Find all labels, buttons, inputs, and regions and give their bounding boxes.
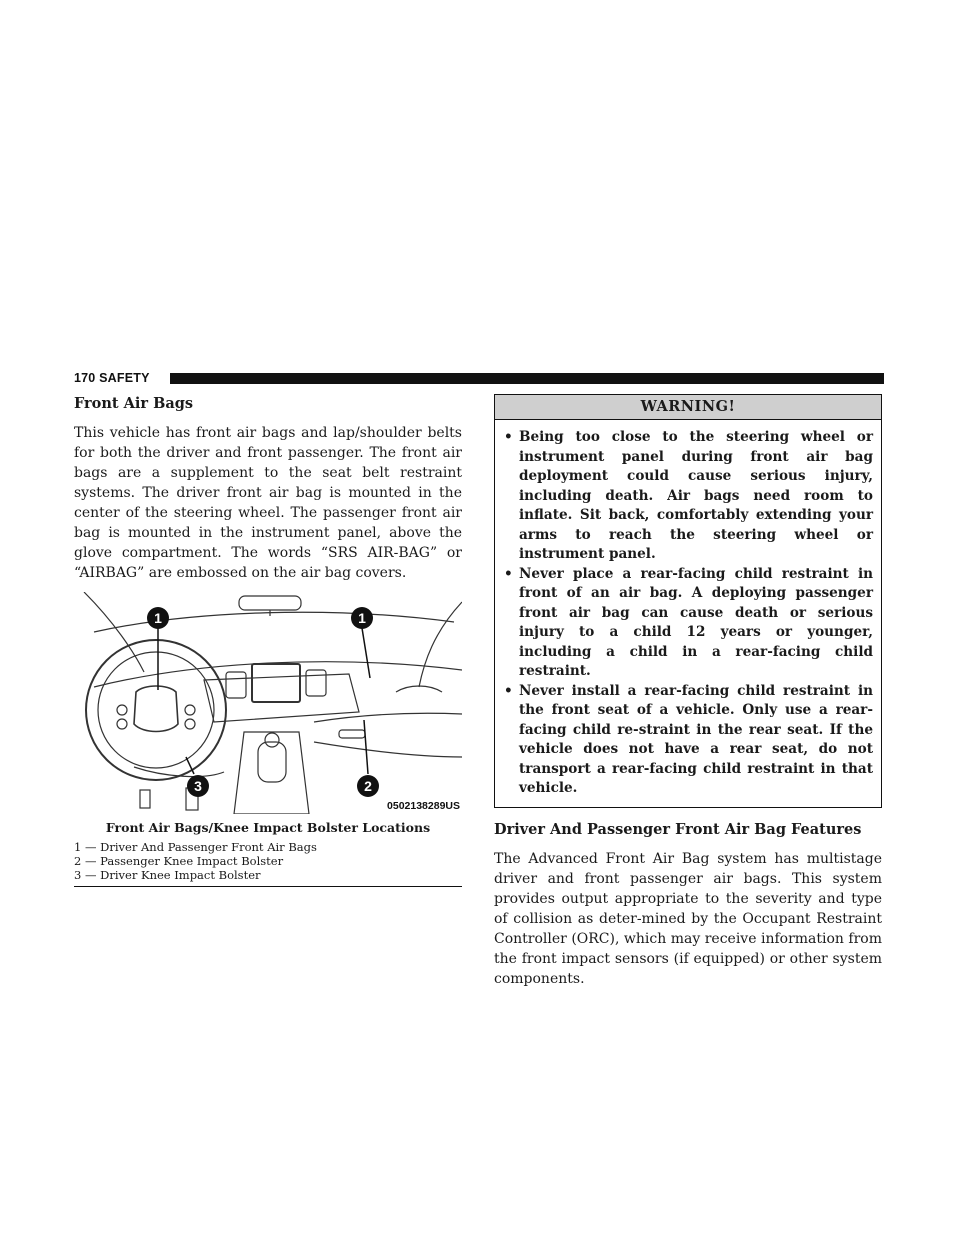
left-column — [74, 394, 462, 887]
warning-box — [494, 394, 882, 808]
dashboard-drawing — [74, 592, 462, 814]
figure-code: 0502138289US — [387, 800, 460, 812]
bullet-glyph: • — [504, 682, 513, 699]
warning-title: WARNING! — [495, 395, 881, 420]
bullet-glyph: • — [504, 429, 513, 445]
leader-line-2 — [364, 720, 368, 774]
gear-shifter — [258, 742, 286, 782]
center-console — [234, 732, 309, 814]
leader-line-1b — [362, 628, 370, 678]
front-air-bags-heading: Front Air Bags — [74, 395, 194, 412]
figure-legend — [74, 840, 462, 882]
legend-item: 2 — Passenger Knee Impact Bolster — [74, 854, 284, 868]
dashboard-illustration — [74, 592, 462, 814]
callout-2-text: 2 — [364, 778, 372, 794]
glove-box-line — [314, 713, 462, 722]
warning-item-text: Never install a rear-facing child restraint in the front seat of a vehicle. Only use a rear-facing child re-straint in the rear seat. If the vehicle does not have a rear seat, do not transport a rear-facing child restraint in that vehicle. — [519, 682, 873, 796]
features-heading: Driver And Passenger Front Air Bag Features — [494, 820, 862, 838]
left-pillar — [84, 592, 144, 672]
warning-item-text: Being too close to the steering wheel or instrument panel during front air bag deployment could cause serious injury, including death. Air bags need room to inflate. Sit back, comfortably extending your arms to reach the steering wheel or instrument panel. — [519, 429, 873, 562]
warning-item — [503, 682, 873, 799]
callout-1-driver-text: 1 — [154, 610, 162, 626]
legend-item: 1 — Driver And Passenger Front Air Bags — [74, 840, 317, 854]
rearview-mirror — [239, 596, 301, 610]
steering-wheel-hub — [134, 686, 178, 732]
page-header — [74, 370, 884, 386]
pedal-left — [140, 790, 150, 808]
warning-item-text: Never place a rear-facing child restraint in front of an air bag. A deploying passenger front air bag can cause death or serious injury to a child 12 years or younger, including a child in a rear-facing child restraint. — [519, 565, 873, 679]
legend-item: 3 — Driver Knee Impact Bolster — [74, 868, 261, 882]
left-vent — [226, 672, 246, 698]
warning-item — [503, 428, 873, 565]
right-column — [494, 394, 882, 989]
page-number-section: 170 SAFETY — [74, 371, 150, 385]
bullet-glyph: • — [504, 565, 513, 582]
warning-item — [503, 565, 873, 682]
header-bar — [170, 373, 884, 384]
figure-caption: Front Air Bags/Knee Impact Bolster Locations — [105, 820, 431, 835]
legend-rule — [74, 886, 462, 887]
callout-1-passenger-text: 1 — [358, 610, 366, 626]
right-vent — [306, 670, 326, 696]
warning-list — [495, 420, 881, 807]
center-screen — [252, 664, 300, 702]
glove-box-handle — [339, 730, 365, 738]
right-pillar — [419, 602, 462, 687]
callout-3-text: 3 — [194, 778, 202, 794]
steering-wheel-rim — [86, 640, 226, 780]
features-paragraph: The Advanced Front Air Bag system has multistage driver and front passenger air bags. This system provides output appropriate to the severity and type of collision as deter-mined by the Occupant Restraint Controller (ORC), which may receive information from the front impact sensors (if equipped) or other system components. — [494, 850, 882, 987]
dashboard-top — [94, 662, 462, 687]
front-air-bags-paragraph: This vehicle has front air bags and lap/shoulder belts for both the driver and front passenger. The front air bags are a supplement to the seat belt restraint systems. The driver front air bag is mounted in the center of the steering wheel. The passenger front air bag is mounted in the instrument panel, above the glove compartment. The words “SRS AIR-BAG” or “AIRBAG” are embossed on the air bag covers. — [74, 425, 462, 581]
